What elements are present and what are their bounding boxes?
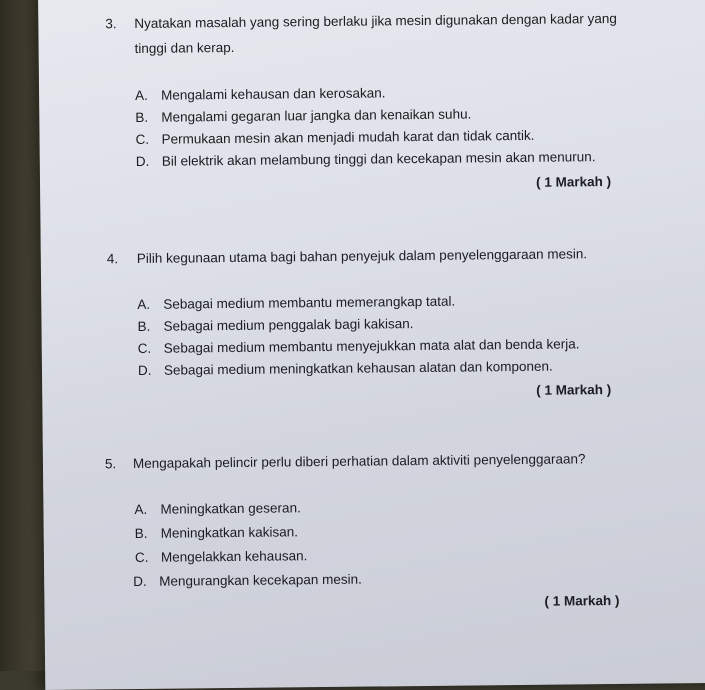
question-3-option-a[interactable] (135, 85, 386, 103)
option-letter: B. (134, 525, 148, 542)
question-3-text-line1: Nyatakan masalah yang sering berlaku jika mesin digunakan dengan kadar yang (134, 10, 617, 31)
option-letter: A. (135, 87, 148, 103)
option-letter: D. (133, 573, 147, 590)
option-text: Sebagai medium meningkatkan kehausan alatan dan komponen. (163, 358, 553, 378)
question-5-number: 5. (104, 456, 117, 472)
option-letter: B. (137, 318, 151, 334)
question-4-text: Pilih kegunaan utama bagi bahan penyejuk dalam penyelenggaraan mesin. (136, 246, 588, 266)
option-text: Sebagai medium membantu memerangkap tatal. (163, 293, 456, 312)
exam-paper (38, 0, 705, 690)
question-4-marks: ( 1 Markah ) (536, 382, 612, 398)
question-5-text: Mengapakah pelincir perlu diberi perhatian dalam aktiviti penyelenggaraan? (132, 451, 586, 472)
question-4-option-a[interactable] (137, 294, 455, 312)
question-5-option-b[interactable] (135, 524, 298, 541)
question-3-option-d[interactable] (136, 149, 596, 169)
option-letter: C. (134, 549, 149, 566)
option-text: Mengalami kehausan dan kerosakan. (161, 85, 386, 103)
option-text: Mengalami gegaran luar jangka dan kenaikan suhu. (161, 106, 472, 125)
option-letter: B. (135, 109, 149, 125)
question-4-option-c[interactable] (138, 336, 580, 356)
option-letter: C. (137, 340, 152, 356)
option-letter: D. (135, 153, 150, 169)
question-5-option-d[interactable] (133, 572, 362, 589)
option-letter: A. (137, 296, 151, 312)
question-5-marks: ( 1 Markah ) (544, 592, 620, 609)
option-text: Mengurangkan kecekapan mesin. (159, 571, 362, 589)
question-4-option-b[interactable] (137, 316, 413, 334)
question-4-option-d[interactable] (138, 359, 553, 378)
question-5-option-a[interactable] (134, 500, 300, 517)
question-3-number: 3. (105, 16, 117, 32)
option-text: Sebagai medium penggalak bagi kakisan. (163, 316, 414, 334)
option-letter: C. (135, 131, 150, 147)
question-5-option-c[interactable] (135, 548, 308, 565)
question-3-option-b[interactable] (135, 106, 471, 125)
option-text: Permukaan mesin akan menjadi mudah karat dan tidak cantik. (161, 127, 535, 147)
option-text: Meningkatkan kakisan. (160, 524, 299, 541)
option-text: Meningkatkan geseran. (160, 500, 301, 517)
question-3-option-c[interactable] (135, 128, 534, 147)
option-text: Mengelakkan kehausan. (160, 548, 308, 565)
question-3-text-line2: tinggi dan kerap. (134, 39, 235, 56)
option-text: Bil elektrik akan melambung tinggi dan kecekapan mesin akan menurun. (161, 149, 596, 169)
option-text: Sebagai medium membantu menyejukkan mata alat dan benda kerja. (163, 336, 580, 356)
question-4-number: 4. (106, 251, 119, 267)
question-3-marks: ( 1 Markah ) (535, 174, 612, 190)
option-letter: A. (134, 501, 148, 518)
option-letter: D. (137, 362, 152, 378)
